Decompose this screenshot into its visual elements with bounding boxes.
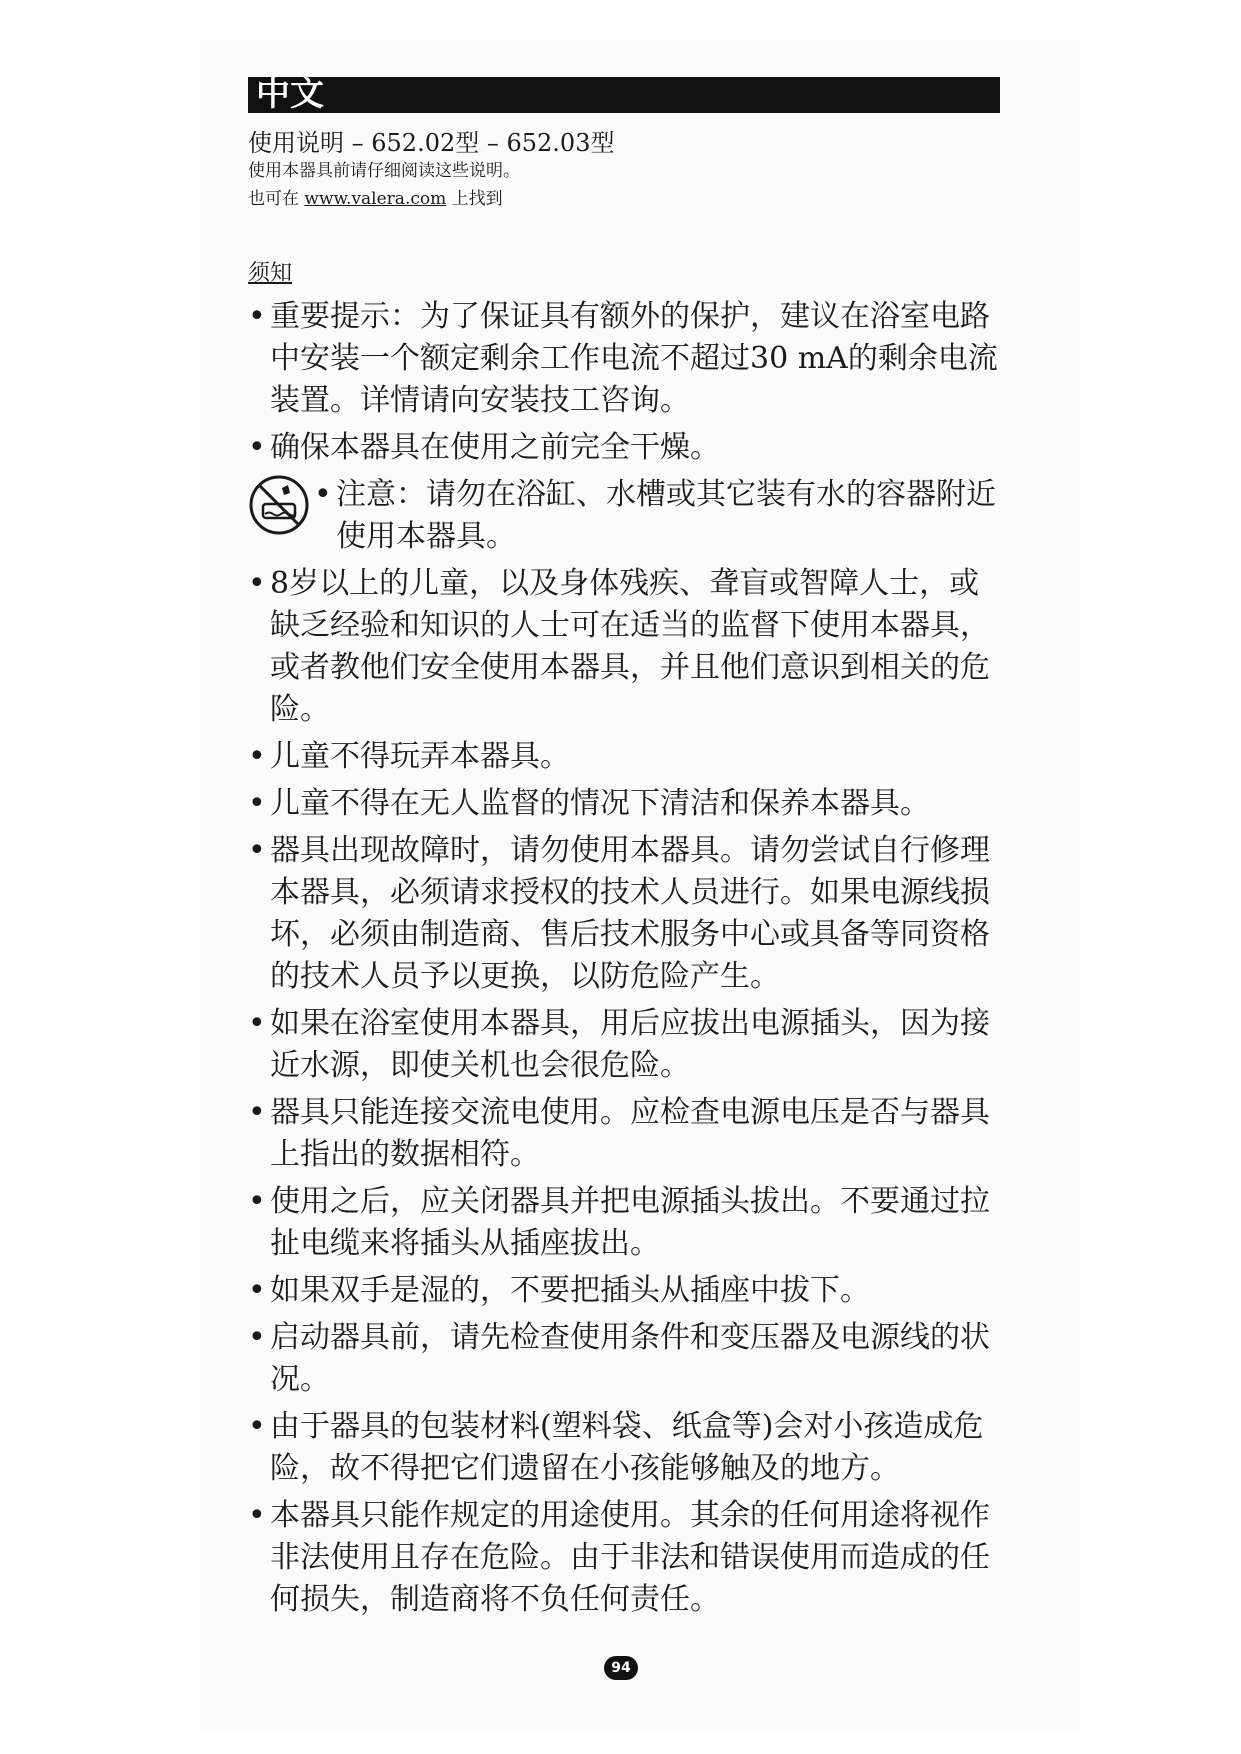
bullet: •: [248, 1095, 266, 1130]
list-item: [248, 1181, 1000, 1265]
website-link[interactable]: www.valera.com: [304, 189, 447, 209]
list-item-text: 确保本器具在使用之前完全干燥。: [270, 430, 720, 465]
list-item-text: 儿童不得在无人监督的情况下清洁和保养本器具。: [270, 786, 930, 821]
list-item: [248, 1317, 1000, 1401]
list-item-text: 如果在浴室使用本器具，用后应拔出电源插头，因为接近水源，即使关机也会很危险。: [270, 1006, 990, 1083]
bullet: •: [248, 1273, 266, 1308]
list-item: [248, 1092, 1000, 1176]
manual-subtitle: 使用本器具前请仔细阅读这些说明。: [248, 161, 520, 181]
bullet: •: [248, 739, 266, 774]
list-item: [248, 783, 1000, 825]
list-item-text: 启动器具前，请先检查使用条件和变压器及电源线的状况。: [270, 1320, 990, 1397]
list-item-text: 由于器具的包装材料(塑料袋、纸盒等)会对小孩造成危险，故不得把它们遗留在小孩能够触及的地方。: [270, 1409, 984, 1486]
list-item-warning: [248, 474, 1000, 558]
list-item-text: 器具出现故障时，请勿使用本器具。请勿尝试自行修理本器具，必须请求授权的技术人员进行。如果电源线损坏，必须由制造商、售后技术服务中心或具备等同资格的技术人员予以更换，以防危险产生。: [270, 833, 990, 994]
bullet: •: [248, 1184, 266, 1219]
website-prefix: 也可在: [248, 189, 299, 209]
list-item-text: 儿童不得玩弄本器具。: [270, 739, 570, 774]
bullet: •: [248, 786, 266, 821]
website-line: [248, 188, 503, 210]
bullet: •: [248, 566, 266, 601]
language-title: 中文: [256, 74, 324, 114]
list-item-text: 8岁以上的儿童，以及身体残疾、聋盲或智障人士，或缺乏经验和知识的人士可在适当的监督下使用本器具，或者教他们安全使用本器具，并且他们意识到相关的危险。: [270, 566, 990, 727]
list-item: [248, 1495, 1000, 1621]
list-item: [248, 1003, 1000, 1087]
language-bar: [248, 77, 1000, 113]
list-item-text: 使用之后，应关闭器具并把电源插头拔出。不要通过拉扯电缆来将插头从插座拔出。: [270, 1184, 990, 1261]
manual-title: 使用说明 – 652.02型 – 652.03型: [248, 129, 615, 157]
list-item-text: 重要提示：为了保证具有额外的保护，建议在浴室电路中安装一个额定剩余工作电流不超过30 mA的剩余电流装置。详情请向安装技工咨询。: [270, 299, 998, 418]
list-item: [248, 1270, 1000, 1312]
bullet: •: [248, 1320, 266, 1355]
bullet: •: [248, 299, 266, 334]
list-item: [248, 830, 1000, 998]
list-item: [248, 736, 1000, 778]
bullet: •: [248, 833, 266, 868]
list-item-text: 注意：请勿在浴缸、水槽或其它装有水的容器附近使用本器具。: [336, 477, 996, 554]
list-item-text: 本器具只能作规定的用途使用。其余的任何用途将视作非法使用且存在危险。由于非法和错误使用而造成的任何损失，制造商将不负任何责任。: [270, 1498, 990, 1617]
bullet: •: [248, 1498, 266, 1533]
list-item-text: 器具只能连接交流电使用。应检查电源电压是否与器具上指出的数据相符。: [270, 1095, 990, 1172]
no-water-near-bath-icon: [248, 474, 310, 536]
bullet: •: [248, 1006, 266, 1041]
list-item: [248, 1406, 1000, 1490]
list-item: [248, 563, 1000, 731]
website-suffix: 上找到: [451, 189, 503, 209]
bullet: •: [248, 1409, 266, 1444]
section-heading: 须知: [248, 261, 293, 286]
safety-list: [248, 296, 1000, 1626]
bullet: •: [314, 477, 332, 512]
page-number-badge: 94: [604, 1656, 638, 1680]
list-item: [248, 296, 1000, 422]
list-item: [248, 427, 1000, 469]
list-item-text: 如果双手是湿的，不要把插头从插座中拔下。: [270, 1273, 870, 1308]
bullet: •: [248, 430, 266, 465]
